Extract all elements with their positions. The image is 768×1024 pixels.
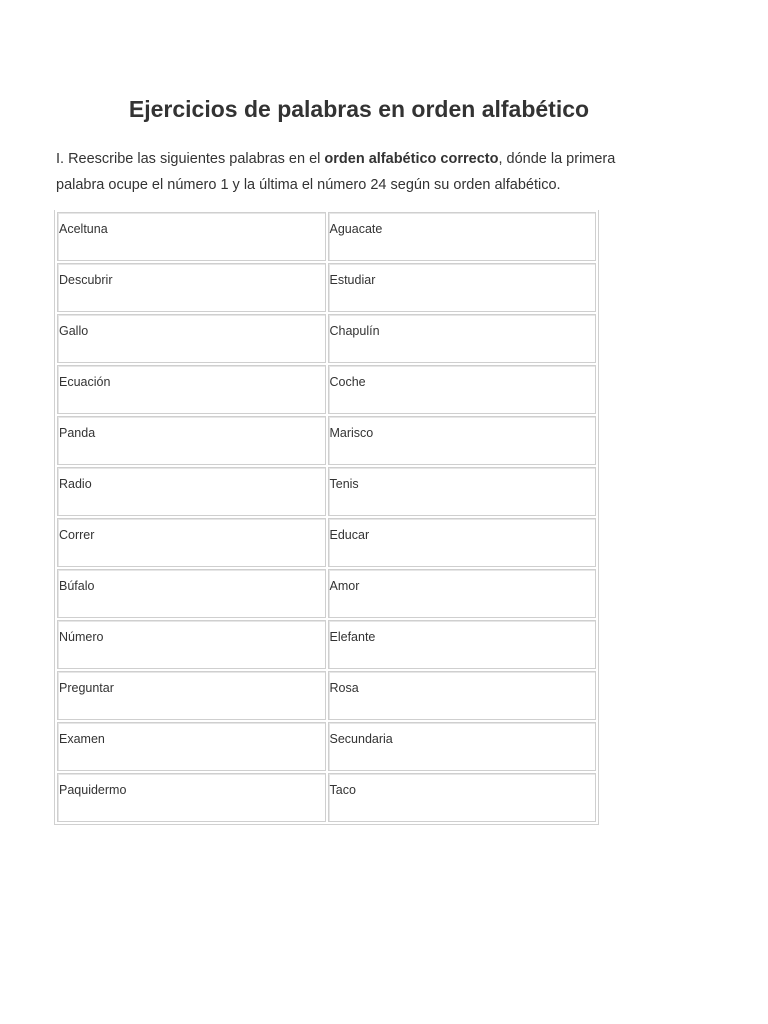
word-cell: Búfalo: [57, 569, 326, 618]
word-cell: Aceltuna: [57, 212, 326, 261]
word-cell: Descubrir: [57, 263, 326, 312]
table-row: [57, 620, 596, 669]
word-cell: Amor: [328, 569, 597, 618]
word-cell: Gallo: [57, 314, 326, 363]
table-row: [57, 314, 596, 363]
instructions-paragraph: [56, 146, 656, 198]
word-cell: Panda: [57, 416, 326, 465]
word-cell: Preguntar: [57, 671, 326, 720]
instructions-emphasis: orden alfabético correcto: [324, 151, 499, 167]
word-cell: Marisco: [328, 416, 597, 465]
word-cell: Tenis: [328, 467, 597, 516]
table-row: [57, 365, 596, 414]
instructions-prefix: I. Reescribe las siguientes palabras en el: [56, 151, 325, 167]
word-cell: Elefante: [328, 620, 597, 669]
table-row: [57, 518, 596, 567]
word-cell: Número: [57, 620, 326, 669]
words-table: [54, 210, 599, 825]
table-row: [57, 467, 596, 516]
instructions-suffix: , dónde la primera palabra ocupe el número 1 y la última el número 24 según su orden alfabético.: [56, 151, 616, 193]
word-cell: Estudiar: [328, 263, 597, 312]
table-row: [57, 773, 596, 822]
word-cell: Examen: [57, 722, 326, 771]
word-cell: Ecuación: [57, 365, 326, 414]
word-cell: Radio: [57, 467, 326, 516]
table-row: [57, 569, 596, 618]
word-cell: Paquidermo: [57, 773, 326, 822]
word-cell: Educar: [328, 518, 597, 567]
table-row: [57, 416, 596, 465]
word-cell: Coche: [328, 365, 597, 414]
words-table-body: [57, 212, 596, 822]
table-row: [57, 722, 596, 771]
word-cell: Rosa: [328, 671, 597, 720]
word-cell: Secundaria: [328, 722, 597, 771]
word-cell: Correr: [57, 518, 326, 567]
word-cell: Taco: [328, 773, 597, 822]
word-cell: Aguacate: [328, 212, 597, 261]
table-row: [57, 212, 596, 261]
table-row: [57, 263, 596, 312]
page-title: Ejercicios de palabras en orden alfabético: [128, 96, 590, 122]
word-cell: Chapulín: [328, 314, 597, 363]
table-row: [57, 671, 596, 720]
